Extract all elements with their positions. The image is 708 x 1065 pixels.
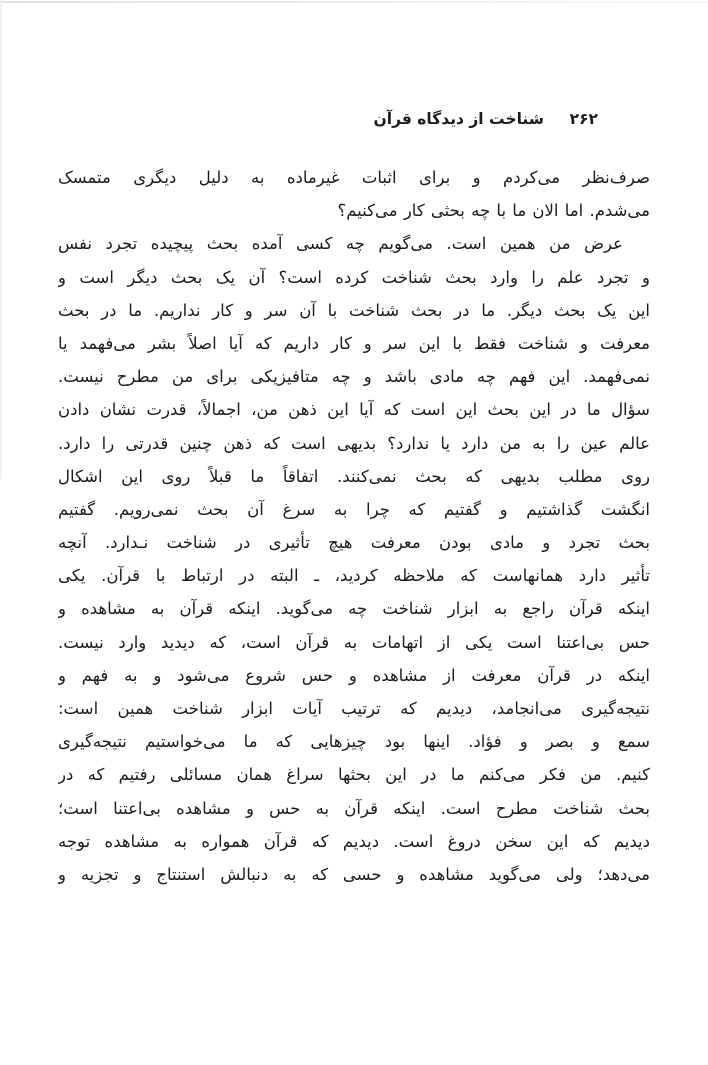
text-line: دیدیم که این سخن دروغ است. دیدیم که قرآن همواره به مشاهده توجه (58, 831, 650, 851)
text-line: کنیم. من فکر می‌کنم ما در این بحثها سراغ همان مسائلی رفتیم که در (58, 765, 650, 785)
text-line: انگشت گذاشتیم و گفتیم که چرا به سرغ آن بحث نمی‌رویم. گفتیم (58, 499, 650, 519)
text-line: بحث تجرد و مادی بودن معرفت هیچ تأثیری در شناخت نـدارد. آنچه (58, 533, 650, 553)
text-line: تأثیر دارد همانهاست که ملاحظه کردید، ـ البته در ارتباط با قرآن. یکی (58, 566, 650, 586)
text-line: عالم عین را به من دارد یا ندارد؟ بدیهی است که ذهن چنین قدرتی را دارد. (58, 433, 650, 453)
text-line: نمی‌فهمد. این فهم چه مادی باشد و چه متافیزیکی برای من مطرح نیست. (58, 367, 650, 387)
page-number: ۲۶۲ (569, 110, 598, 128)
text-line: عرض من همین است. می‌گویم چه کسی آمده بحث پیچیده تجرد نفس (58, 234, 623, 254)
text-line: سؤال ما در این بحث این است که آیا این ذهن من، اجمالاً، قدرت نشان دادن (58, 400, 650, 420)
book-title: شناخت از دیدگاه قرآن (373, 110, 544, 128)
text-line: اینکه قرآن راجع به ابزار شناخت چه می‌گوید. اینکه قرآن به مشاهده و (58, 599, 650, 619)
text-line: صرف‌نظر می‌کردم و برای اثبات غیرماده به دلیل دیگری متمسک (58, 168, 650, 187)
text-line: این یک بحث دیگر. ما در بحث شناخت با آن سر و کار نداریم. ما در بحث (58, 300, 650, 320)
text-line: می‌دهد؛ ولی می‌گوید مشاهده و حسی که به دنبالش استنتاج و تجزیه و (58, 864, 650, 884)
text-line: اینکه در قرآن معرفت از مشاهده و حس شروع می‌شود و به فهم و (58, 665, 650, 685)
text-line: حس بی‌اعتنا است یکی از اتهامات به قرآن است، که دیدید وارد نیست. (58, 632, 650, 652)
text-line: بحث شناخت مطرح است. اینکه قرآن به حس و مشاهده بی‌اعتنا است؛ (58, 798, 650, 818)
text-line: سمع و بصر و فؤاد. اینها بود چیزهایی که ما می‌خواستیم نتیجه‌گیری (58, 732, 650, 752)
body-text (58, 161, 650, 891)
text-line: معرفت و شناخت فقط با این سر و کار داریم که آیا اصلاً بشر می‌فهمد یا (58, 333, 650, 353)
text-line: و تجرد علم را وارد بحث شناخت کرده است؟ آن یک بحث دیگر است و (58, 267, 650, 287)
text-line: روی مطلب بدیهی که بحث نمی‌کنند. اتفاقاً ما قبلاً روی این اشکال (58, 466, 650, 486)
text-line: نتیجه‌گیری می‌انجامد، دیدیم که ترتیب آیات ابزار شناخت همین است: (58, 699, 650, 718)
text-line: می‌شدم. اما الان ما با چه بحثی کار می‌کنیم؟ (337, 201, 650, 221)
running-header (58, 110, 650, 128)
